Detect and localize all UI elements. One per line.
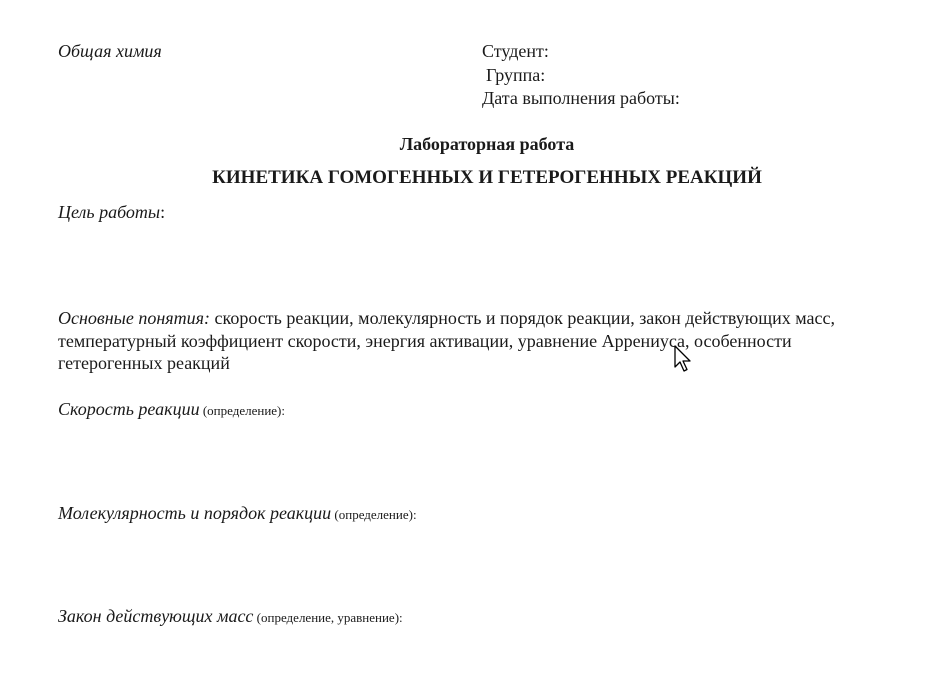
- speed-label: Скорость реакции: [58, 399, 200, 419]
- group-label: Группа:: [486, 65, 546, 85]
- student-label: Студент:: [482, 41, 549, 61]
- speed-note: (определение):: [199, 403, 285, 418]
- concepts-paragraph: [58, 307, 898, 375]
- mouse-pointer-icon: [674, 345, 692, 373]
- goal-label: Цель работы: [58, 202, 161, 222]
- concepts-label: Основные понятия:: [58, 308, 210, 328]
- goal-colon: :: [160, 202, 166, 222]
- date-label: Дата выполнения работы:: [482, 88, 680, 108]
- concepts-text: скорость реакции, молекулярность и порядок реакции, закон действующих масс, температурный коэффициент скорости, энергия активации, уравнение Аррениуса, особенности гетерогенных реакций: [58, 308, 835, 373]
- molecularity-definition: [58, 503, 417, 524]
- law-definition: [58, 606, 403, 627]
- molecularity-note: (определение):: [331, 507, 417, 522]
- molecularity-label: Молекулярность и порядок реакции: [58, 503, 332, 523]
- law-label: Закон действующих масс: [58, 606, 254, 626]
- course-name: Общая химия: [58, 41, 162, 61]
- speed-definition: [58, 399, 285, 420]
- lab-type-heading: Лабораторная работа: [399, 134, 575, 154]
- goal-section: [58, 202, 165, 223]
- lab-subject-heading: КИНЕТИКА ГОМОГЕННЫХ И ГЕТЕРОГЕННЫХ РЕАКЦИЙ: [212, 167, 762, 188]
- law-note: (определение, уравнение):: [253, 610, 403, 625]
